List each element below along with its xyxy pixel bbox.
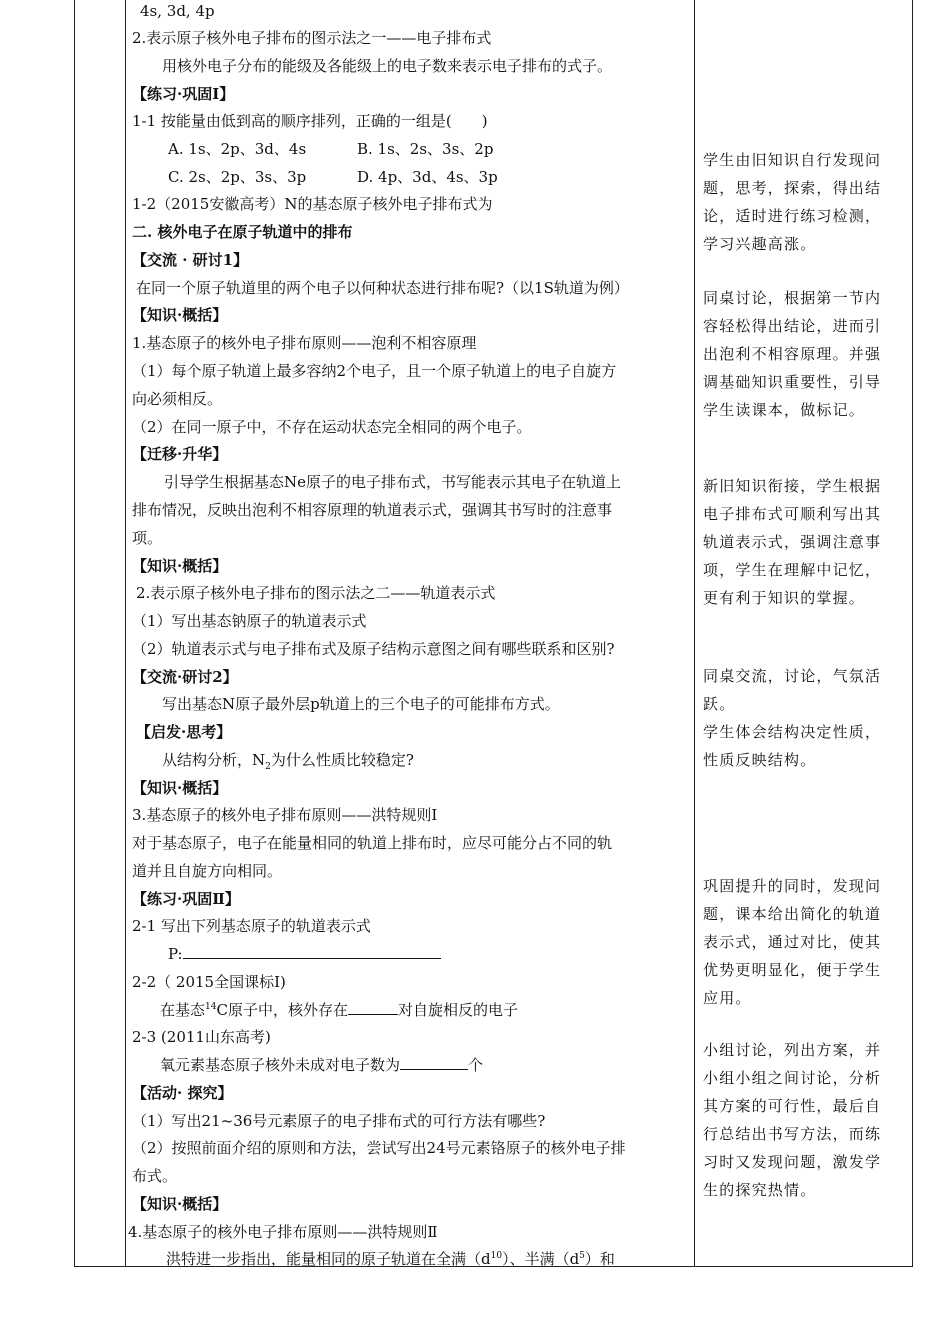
text-fragment: C原子中，核外存在: [216, 1001, 348, 1019]
note-line: 学习兴趣高涨。: [703, 235, 817, 253]
section-heading: 【知识·概括】: [132, 557, 228, 575]
question: 1-1 按能量由低到高的顺序排列，正确的一组是( ): [132, 112, 488, 130]
question: 2-2（ 2015全国课标Ⅰ): [132, 973, 286, 991]
answer-blank[interactable]: [348, 1000, 398, 1015]
text-line: 布式。: [132, 1167, 178, 1185]
note-line: 应用。: [703, 989, 752, 1007]
note-line: 习时又发现问题，激发学: [703, 1153, 882, 1171]
text-line: 4s, 3d, 4p: [140, 2, 215, 20]
text-line: 1.基态原子的核外电子排布原则——泡利不相容原理: [132, 334, 477, 352]
text-line: 4.基态原子的核外电子排布原则——洪特规则Ⅱ: [128, 1223, 438, 1241]
option-b: B. 1s、2s、3s、2p: [357, 140, 494, 158]
section-heading: 【练习·巩固Ⅰ】: [132, 85, 235, 103]
text-fragment: 为什么性质比较稳定?: [270, 751, 414, 769]
teaching-note: [703, 872, 907, 1012]
text-fragment: 氧元素基态原子核外未成对电子数为: [160, 1056, 401, 1074]
option-a: A. 1s、2p、3d、4s: [168, 140, 307, 158]
question: [160, 1000, 518, 1020]
note-line: 同桌讨论，根据第一节内: [703, 289, 882, 307]
text-fragment: 从结构分析，N: [162, 751, 266, 769]
text-line: （2）轨道表示式与电子排布式及原子结构示意图之间有哪些联系和区别?: [132, 640, 615, 658]
note-line: 小组讨论，列出方案，并: [703, 1041, 882, 1059]
text-fragment: 个: [468, 1056, 484, 1074]
table-left-border: [74, 0, 75, 1266]
section-heading: 【交流·研讨2】: [132, 668, 238, 686]
note-line: 电子排布式可顺利写出其: [703, 505, 882, 523]
superscript: 10: [490, 1251, 503, 1261]
text-line: （2）在同一原子中，不存在运动状态完全相同的两个电子。: [132, 418, 532, 436]
answer-blank[interactable]: [183, 944, 441, 959]
note-line: 优势更明显化，便于学生: [703, 961, 882, 979]
note-line: 巩固提升的同时，发现问: [703, 877, 882, 895]
note-line: 生的探究热情。: [703, 1181, 817, 1199]
section-heading: 【练习·巩固Ⅱ】: [132, 890, 240, 908]
table-column-divider-1: [125, 0, 126, 1266]
note-line: 学生体会结构决定性质，: [703, 723, 882, 741]
question: 2-1 写出下列基态原子的轨道表示式: [132, 917, 371, 935]
section-heading: 【启发·思考】: [136, 723, 232, 741]
text-line: （1）写出21~36号元素原子的电子排布式的可行方法有哪些?: [132, 1112, 546, 1130]
text-fragment: 在基态: [160, 1001, 206, 1019]
text-line: 在同一个原子轨道里的两个电子以何种状态进行排布呢?（以1S轨道为例）: [136, 279, 629, 297]
text-line: 道并且自旋方向相同。: [132, 862, 283, 880]
section-heading: 【知识·概括】: [132, 306, 228, 324]
question: 1-2（2015安徽高考）N的基态原子核外电子排布式为: [132, 195, 493, 213]
text-line: 2.表示原子核外电子排布的图示法之一——电子排布式: [132, 29, 492, 47]
text-fragment: 对自旋相反的电子: [397, 1001, 518, 1019]
note-line: 项，学生在理解中记忆，: [703, 561, 882, 579]
question: [160, 1055, 483, 1075]
option-d: D. 4p、3d、4s、3p: [357, 168, 498, 186]
note-line: 题，课本给出简化的轨道: [703, 905, 882, 923]
text-line: （1）写出基态钠原子的轨道表示式: [132, 612, 367, 630]
note-line: 出泡利不相容原理。并强: [703, 345, 882, 363]
section-title: 二. 核外电子在原子轨道中的排布: [132, 223, 353, 241]
text-line: 向必须相反。: [132, 390, 223, 408]
teaching-note: [703, 146, 907, 258]
teaching-note: [703, 1036, 907, 1204]
table-column-divider-2: [694, 0, 695, 1266]
superscript: 5: [579, 1251, 585, 1261]
note-line: 新旧知识衔接，学生根据: [703, 477, 882, 495]
note-line: 性质反映结构。: [703, 751, 817, 769]
question: 2-3 (2011山东高考): [132, 1028, 271, 1046]
text-fragment: ）、半满（d: [502, 1250, 580, 1268]
answer-blank[interactable]: [400, 1055, 468, 1070]
text-line: [162, 750, 414, 770]
table-right-border: [912, 0, 913, 1266]
note-line: 更有利于知识的掌握。: [703, 589, 866, 607]
text-line: 写出基态N原子最外层p轨道上的三个电子的可能排布方式。: [162, 695, 560, 713]
text-line: 3.基态原子的核外电子排布原则——洪特规则Ⅰ: [132, 806, 438, 824]
note-line: 表示式，通过对比，使其: [703, 933, 882, 951]
note-line: 其方案的可行性，最后自: [703, 1097, 882, 1115]
text-line: 用核外电子分布的能级及各能级上的电子数来表示电子排布的式子。: [162, 57, 613, 75]
section-heading: 【交流 · 研讨1】: [132, 251, 249, 269]
section-heading: 【知识·概括】: [132, 779, 228, 797]
section-heading: 【活动· 探究】: [132, 1084, 233, 1102]
text-line: 引导学生根据基态Ne原子的电子排布式，书写能表示其电子在轨道上: [164, 473, 622, 491]
text-line: 项。: [132, 529, 163, 547]
note-line: 学生读课本，做标记。: [703, 401, 866, 419]
superscript: 14: [205, 1002, 217, 1012]
subscript: 2: [265, 762, 271, 772]
text-fragment: P:: [168, 945, 183, 963]
note-line: 调基础知识重要性，引导: [703, 373, 882, 391]
text-line: 对于基态原子，电子在能量相同的轨道上排布时，应尽可能分占不同的轨: [132, 834, 613, 852]
note-line: 学生由旧知识自行发现问: [703, 151, 882, 169]
text-line: （1）每个原子轨道上最多容纳2个电子，且一个原子轨道上的电子自旋方: [132, 362, 617, 380]
text-line: [166, 1249, 615, 1269]
note-line: 同桌交流，讨论，气氛活: [703, 667, 882, 685]
note-line: 容轻松得出结论，进而引: [703, 317, 882, 335]
section-heading: 【知识·概括】: [132, 1195, 228, 1213]
text-line: 2.表示原子核外电子排布的图示法之二——轨道表示式: [136, 584, 496, 602]
text-fragment: 洪特进一步指出，能量相同的原子轨道在全满（d: [166, 1250, 491, 1268]
note-line: 行总结出书写方法，而练: [703, 1125, 882, 1143]
note-line: 跃。: [703, 695, 736, 713]
text-line: （2）按照前面介绍的原则和方法，尝试写出24号元素铬原子的核外电子排: [132, 1139, 626, 1157]
teaching-note: [703, 662, 907, 774]
note-line: 轨道表示式，强调注意事: [703, 533, 882, 551]
section-heading: 【迁移·升华】: [132, 445, 228, 463]
teaching-note: [703, 472, 907, 612]
text-fragment: ）和: [584, 1250, 615, 1268]
note-line: 小组小组之间讨论，分析: [703, 1069, 882, 1087]
text-line: 排布情况，反映出泡利不相容原理的轨道表示式，强调其书写时的注意事: [132, 501, 613, 519]
answer-line: [168, 944, 441, 964]
note-line: 题，思考，探索，得出结: [703, 179, 882, 197]
teaching-note: [703, 284, 907, 424]
note-line: 论，适时进行练习检测，: [703, 207, 882, 225]
option-c: C. 2s、2p、3s、3p: [168, 168, 307, 186]
